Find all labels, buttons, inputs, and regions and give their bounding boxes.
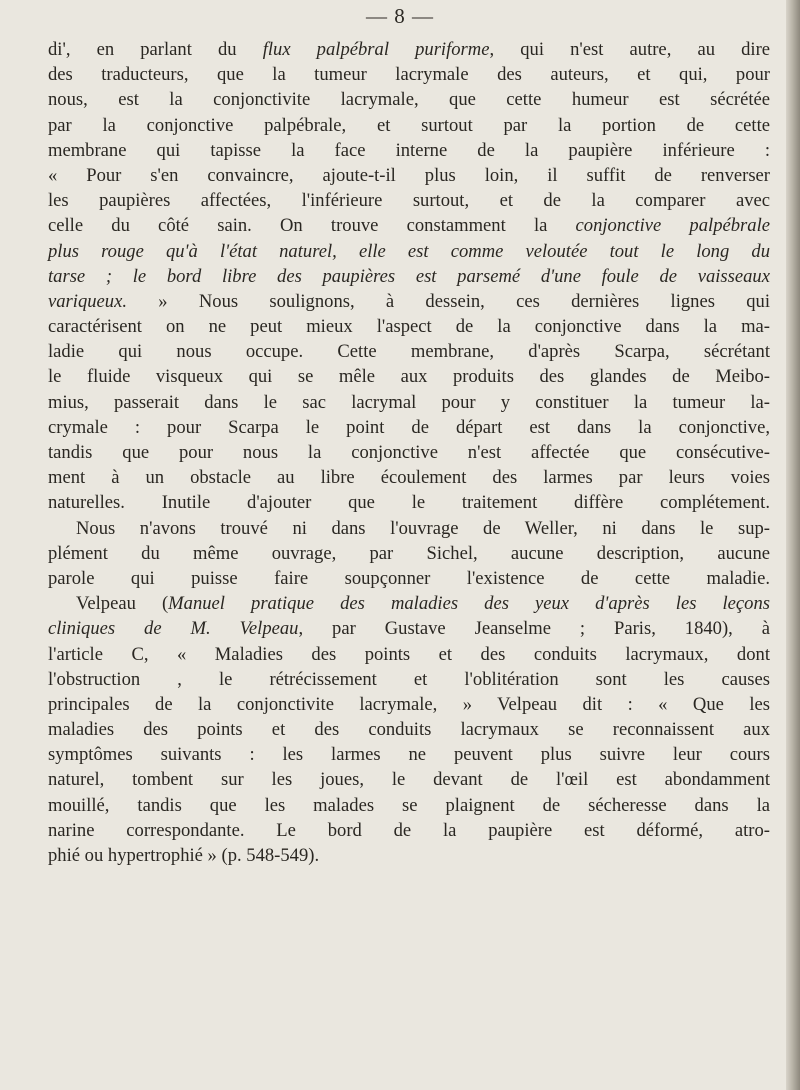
text-segment: , qui n'est autre, au dire (489, 39, 771, 60)
text-line (48, 516, 770, 541)
text-segment: les paupières affectées, l'inférieure surtout, et de la comparer avec (48, 190, 770, 212)
italic-text: Manuel pratique des maladies des yeux d'après les leçons (168, 593, 770, 615)
text-segment: parole qui puisse faire soupçonner l'existence de cette maladie. (48, 567, 770, 589)
text-segment: plément du même ouvrage, par Sichel, aucune description, aucune (48, 542, 770, 564)
text-line (48, 314, 770, 339)
text-line (48, 440, 770, 465)
text-line (48, 264, 770, 289)
text-segment: , par Gustave Jeanselme ; Paris, 1840), à (298, 618, 770, 640)
text-segment: des traducteurs, que la tumeur lacrymale des auteurs, et qui, pour (48, 64, 770, 86)
text-segment: » Nous soulignons, à dessein, ces dernières lignes qui (127, 290, 770, 312)
text-line (48, 742, 770, 767)
text-segment: caractérisent on ne peut mieux l'aspect de la conjonctive dans la ma- (48, 316, 770, 338)
text-line (48, 239, 770, 264)
text-segment: principales de la conjonctivite lacrymale, » Velpeau dit : « Que les (48, 693, 770, 715)
text-segment: crymale : pour Scarpa le point de départ est dans la conjonctive, (48, 416, 770, 438)
text-segment: par la conjonctive palpébrale, et surtout par la portion de cette (48, 114, 770, 136)
text-line (48, 289, 770, 314)
text-line (48, 138, 770, 163)
text-segment: tandis que pour nous la conjonctive n'est affectée que consécutive- (48, 442, 770, 463)
text-line (48, 62, 770, 87)
text-segment: Nous n'avons trouvé ni dans l'ouvrage de Weller, ni dans le sup- (76, 517, 770, 539)
text-segment: l'article C, « Maladies des points et des conduits lacrymaux, dont (48, 643, 770, 665)
text-line (48, 692, 770, 717)
text-line (48, 843, 770, 868)
text-segment: mius, passerait dans le sac lacrymal pour y constituer la tumeur la- (48, 391, 770, 413)
italic-text: cliniques de M. Velpeau (48, 618, 299, 640)
text-line (48, 415, 770, 440)
text-segment: symptômes suivants : les larmes ne peuvent plus suivre leur cours (48, 744, 770, 766)
text-segment: di', en parlant du (48, 39, 263, 60)
text-line (48, 591, 770, 616)
text-line (48, 642, 770, 667)
page-edge-shadow (786, 0, 800, 1090)
text-line (48, 465, 770, 490)
text-line (48, 163, 770, 188)
text-segment: Velpeau ( (76, 593, 169, 615)
text-line (48, 667, 770, 692)
text-segment: le fluide visqueux qui se mêle aux produits des glandes de Meibo- (48, 366, 770, 388)
italic-text: tarse ; le bord libre des paupières est parsemé d'une foule de vaisseaux (48, 265, 770, 287)
text-line (48, 490, 770, 515)
text-line (48, 818, 770, 843)
text-segment: membrane qui tapisse la face interne de la paupière inférieure : (48, 139, 770, 161)
text-segment: l'obstruction , le rétrécissement et l'oblitération sont les causes (48, 668, 770, 690)
italic-text: conjonctive palpébrale (575, 215, 770, 237)
text-segment: celle du côté sain. On trouve constamment la (48, 215, 576, 237)
text-line (48, 541, 770, 566)
text-segment: maladies des points et des conduits lacrymaux se reconnaissent aux (48, 719, 770, 741)
text-line (48, 364, 770, 389)
text-segment: mouillé, tandis que les malades se plaignent de sécheresse dans la (48, 794, 770, 816)
italic-text: plus rouge qu'à l'état naturel, elle est comme veloutée tout le long du (48, 240, 770, 262)
text-line (48, 616, 770, 641)
text-segment: phié ou hypertrophié » (p. 548-549). (48, 845, 320, 866)
text-line (48, 390, 770, 415)
text-line (48, 87, 770, 112)
text-line (48, 37, 770, 62)
text-line (48, 566, 770, 591)
italic-text: variqueux. (48, 290, 127, 312)
text-segment: narine correspondante. Le bord de la paupière est déformé, atro- (48, 819, 770, 841)
text-line (48, 113, 770, 138)
text-line (48, 717, 770, 742)
text-segment: naturelles. Inutile d'ajouter que le traitement diffère complétement. (48, 492, 770, 514)
italic-text: flux palpébral puriforme (262, 39, 490, 60)
page-number: — 8 — (366, 4, 434, 28)
text-line (48, 793, 770, 818)
text-line (48, 339, 770, 364)
text-line (48, 213, 770, 238)
text-segment: ladie qui nous occupe. Cette membrane, d'après Scarpa, sécrétant (48, 341, 770, 363)
text-segment: nous, est la conjonctivite lacrymale, que cette humeur est sécrétée (48, 89, 770, 111)
text-line (48, 188, 770, 213)
body-text (48, 37, 770, 868)
text-line (48, 767, 770, 792)
text-segment: naturel, tombent sur les joues, le devant de l'œil est abondamment (48, 769, 770, 791)
text-segment: « Pour s'en convaincre, ajoute-t-il plus loin, il suffit de renverser (48, 164, 770, 186)
text-segment: ment à un obstacle au libre écoulement des larmes par leurs voies (48, 467, 770, 489)
